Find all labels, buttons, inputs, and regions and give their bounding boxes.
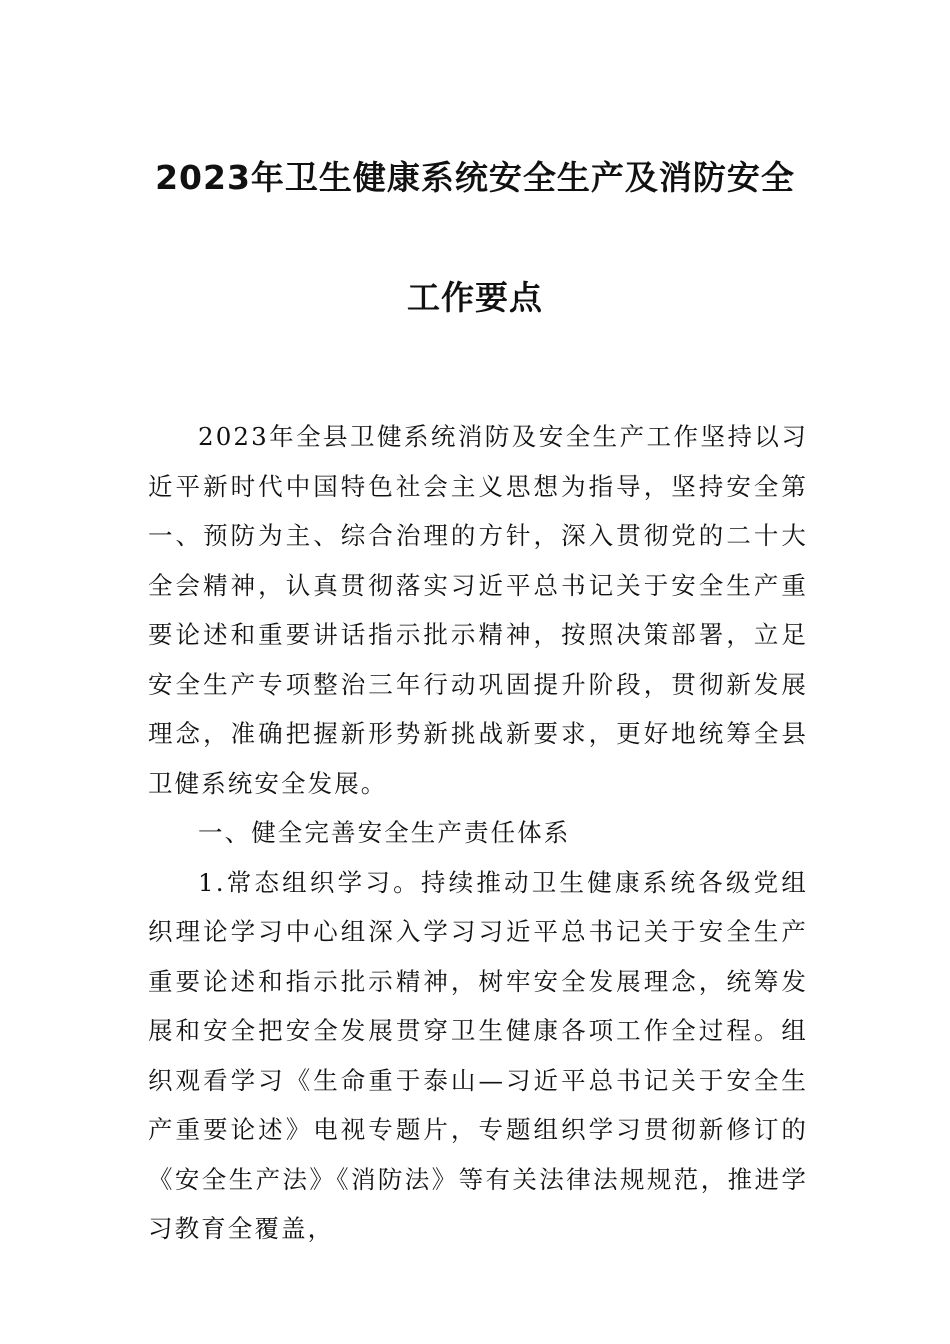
item-1-paragraph: 1.常态组织学习。持续推动卫生健康系统各级党组织理论学习中心组深入学习习近平总书记关于安全生产重要论述和指示批示精神，树牢安全发展理念，统筹发展和安全把安全发展贯穿卫生健康各项工作全过程。组织观看学习《生命重于泰山—习近平总书记关于安全生产重要论述》电视专题片，专题组织学习贯彻新修订的《安全生产法》《消防法》等有关法律法规规范，推进学习教育全覆盖，: [148, 867, 808, 1243]
section-heading-1: 一、健全完善安全生产责任体系: [198, 818, 571, 847]
document-body: [148, 412, 808, 1254]
document-title-line-2: 工作要点: [407, 278, 543, 317]
document-title-line-1: 2023年卫生健康系统安全生产及消防安全: [155, 158, 795, 197]
intro-paragraph: 2023年全县卫健系统消防及安全生产工作坚持以习近平新时代中国特色社会主义思想为指导，坚持安全第一、预防为主、综合治理的方针，深入贯彻党的二十大全会精神，认真贯彻落实习近平总书记关于安全生产重要论述和重要讲话指示批示精神，按照决策部署，立足安全生产专项整治三年行动巩固提升阶段，贯彻新发展理念，准确把握新形势新挑战新要求，更好地统筹全县卫健系统安全发展。: [148, 422, 808, 798]
